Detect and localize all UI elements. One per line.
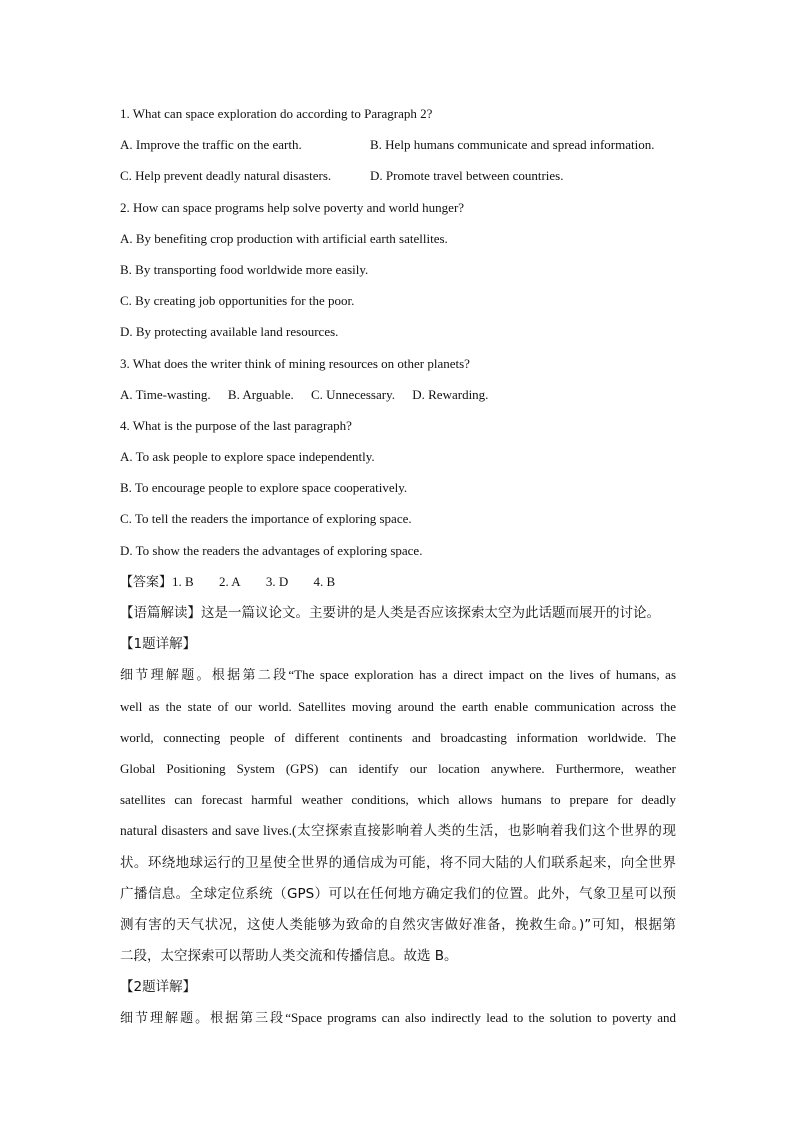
answer-item-4: 4. B bbox=[313, 573, 336, 589]
detail-1-line: 二段，太空探索可以帮助人类交流和传播信息。故选 B。 bbox=[120, 948, 458, 965]
question-2-option-a[interactable]: A. By benefiting crop production with artificial earth satellites. bbox=[120, 230, 448, 246]
question-3-options bbox=[120, 383, 676, 414]
question-3-stem: 3. What does the writer think of mining resources on other planets? bbox=[120, 355, 470, 371]
text-interpretation bbox=[120, 601, 676, 632]
answer-key bbox=[120, 570, 676, 601]
detail-1-line: 细节理解题。根据第二段“The space exploration has a direct impact on the lives of humans, as bbox=[120, 667, 676, 683]
document-page bbox=[120, 102, 676, 1038]
detail-2-body bbox=[120, 1006, 676, 1037]
question-1-option-b[interactable]: B. Help humans communicate and spread information. bbox=[370, 137, 655, 153]
answer-item-2: 2. A bbox=[218, 573, 241, 589]
question-1-options-cd bbox=[120, 164, 676, 195]
detail-1-line: well as the state of our world. Satellites moving around the earth enable communication across the bbox=[120, 698, 676, 714]
question-1-options-ab bbox=[120, 133, 676, 164]
detail-2-heading: 【2题详解】 bbox=[120, 979, 197, 996]
question-2-option-d[interactable]: D. By protecting available land resources. bbox=[120, 324, 339, 340]
detail-1-line: natural disasters and save lives.(太空探索直接影响着人类的生活，也影响着我们这个世界的现 bbox=[120, 823, 676, 839]
question-4-option-a[interactable]: A. To ask people to explore space independently. bbox=[120, 449, 375, 465]
detail-1-line: satellites can forecast harmful weather conditions, which allows humans to prepare for deadly bbox=[120, 792, 676, 808]
answer-item-1: 1. B bbox=[172, 573, 194, 589]
detail-1-line: 测有害的天气状况，这使人类能够为致命的自然灾害做好准备，挽救生命。)”可知，根据第 bbox=[120, 916, 676, 933]
interpretation-label: 【语篇解读】 bbox=[120, 605, 201, 621]
question-4-stem: 4. What is the purpose of the last paragraph? bbox=[120, 417, 352, 433]
detail-1-line: Global Positioning System (GPS) can identify our location anywhere. Furthermore, weather bbox=[120, 760, 676, 776]
detail-1-body bbox=[120, 663, 676, 975]
question-1-option-d[interactable]: D. Promote travel between countries. bbox=[370, 168, 564, 184]
question-4-option-d[interactable]: D. To show the readers the advantages of exploring space. bbox=[120, 542, 423, 558]
question-3-option-a[interactable]: A. Time-wasting. bbox=[120, 386, 211, 402]
question-2-stem: 2. How can space programs help solve poverty and world hunger? bbox=[120, 199, 465, 215]
question-1-stem: 1. What can space exploration do according to Paragraph 2? bbox=[120, 106, 433, 121]
detail-1-heading: 【1题详解】 bbox=[120, 636, 197, 653]
question-3-option-b[interactable]: B. Arguable. bbox=[227, 386, 294, 402]
answer-item-3: 3. D bbox=[265, 573, 289, 589]
question-4-option-c[interactable]: C. To tell the readers the importance of exploring space. bbox=[120, 511, 412, 527]
question-2-option-b[interactable]: B. By transporting food worldwide more easily. bbox=[120, 261, 369, 277]
question-4-option-b[interactable]: B. To encourage people to explore space cooperatively. bbox=[120, 480, 408, 496]
detail-1-line: 广播信息。全球定位系统（GPS）可以在任何地方确定我们的位置。此外，气象卫星可以预 bbox=[120, 885, 676, 902]
answer-label: 【答案】 bbox=[120, 574, 173, 590]
detail-2-line: 细节理解题。根据第三段“Space programs can also indirectly lead to the solution to poverty and bbox=[120, 1010, 676, 1026]
detail-1-line: world, connecting people of different continents and broadcasting information worldwide. The bbox=[120, 729, 676, 745]
question-2-option-c[interactable]: C. By creating job opportunities for the poor. bbox=[120, 293, 355, 309]
question-3-option-d[interactable]: D. Rewarding. bbox=[412, 386, 489, 402]
interpretation-text: 这是一篇议论文。主要讲的是人类是否应该探索太空为此话题而展开的讨论。 bbox=[201, 605, 660, 621]
question-1-option-c[interactable]: C. Help prevent deadly natural disasters. bbox=[120, 168, 332, 184]
question-3-option-c[interactable]: C. Unnecessary. bbox=[311, 386, 395, 402]
detail-1-line: 状。环绕地球运行的卫星使全世界的通信成为可能，将不同大陆的人们联系起来，向全世界 bbox=[120, 854, 676, 871]
question-1-option-a[interactable]: A. Improve the traffic on the earth. bbox=[120, 137, 302, 153]
